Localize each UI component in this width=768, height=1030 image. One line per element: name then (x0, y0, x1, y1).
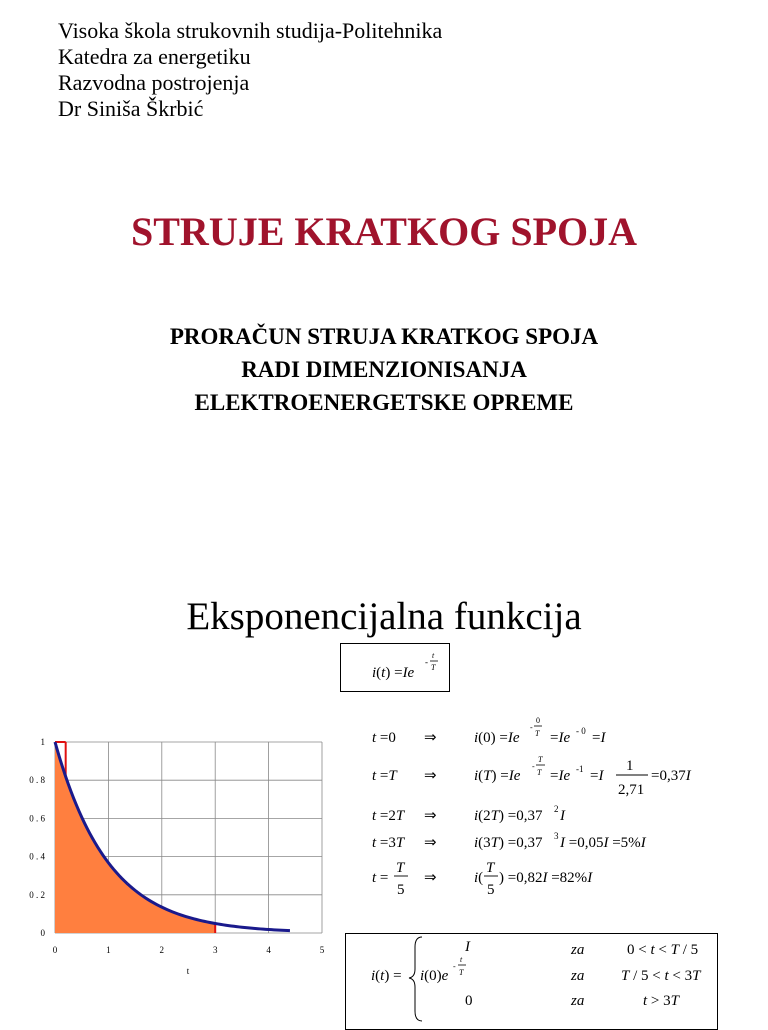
formula-list (368, 712, 708, 907)
svg-text:2,71: 2,71 (618, 782, 645, 798)
svg-text:t =T: t =T (372, 768, 397, 784)
main-formula (340, 643, 450, 693)
svg-text:t =3T: t =3T (372, 835, 405, 851)
svg-text:t =0: t =0 (372, 730, 396, 746)
svg-text:T: T (537, 768, 542, 777)
svg-text:0: 0 (465, 993, 473, 1009)
svg-text:za: za (571, 968, 585, 984)
y-tick-label: 0 . 6 (29, 813, 45, 824)
svg-text:5: 5 (397, 882, 405, 898)
x-tick-label: 1 (106, 945, 111, 955)
svg-text:5: 5 (487, 882, 495, 898)
header-line-school: Visoka škola strukovnih studija-Politehnika (58, 18, 443, 43)
svg-text:⇒: ⇒ (424, 730, 437, 746)
y-tick-label: 0 . 4 (29, 851, 45, 862)
y-tick-label: 0 . 2 (29, 889, 45, 900)
svg-text:- 0: - 0 (576, 726, 586, 736)
svg-text:-: - (425, 657, 428, 667)
x-tick-label: 2 (159, 945, 165, 955)
svg-text:=0,37I: =0,37I (651, 768, 691, 784)
y-tick-label: 0 (40, 928, 45, 938)
svg-text:=I: =I (590, 768, 604, 784)
x-tick-label: 3 (212, 945, 218, 955)
svg-text:za: za (571, 942, 585, 958)
svg-text:) =0,82I =82%I: ) =0,82I =82%I (499, 870, 593, 886)
svg-text:=Ie: =Ie (550, 768, 571, 784)
svg-text:=Ie: =Ie (550, 730, 571, 746)
x-tick-label: 5 (319, 945, 325, 955)
svg-text:t: t (460, 955, 463, 964)
svg-text:⇒: ⇒ (424, 835, 437, 851)
svg-text:=I: =I (592, 730, 606, 746)
svg-text:za: za (571, 993, 585, 1009)
svg-text:1: 1 (626, 758, 634, 774)
document-subtitle (0, 320, 768, 419)
subtitle-line-3: ELEKTROENERGETSKE OPREME (194, 390, 574, 415)
svg-text:i(t) =: i(t) = (371, 968, 402, 984)
shaded-area (55, 742, 215, 933)
svg-text:-: - (530, 723, 533, 732)
x-tick-label: 4 (266, 945, 271, 955)
y-tick-label: 1 (40, 737, 45, 747)
exponential-chart (20, 728, 340, 978)
svg-text:T: T (538, 755, 543, 764)
header-line-department: Katedra za energetiku (58, 44, 251, 69)
svg-text:⇒: ⇒ (424, 870, 437, 886)
svg-text:T: T (535, 729, 540, 738)
svg-text:I =0,05I =5%I: I =0,05I =5%I (560, 835, 646, 851)
svg-text:T: T (431, 663, 436, 672)
header-line-author: Dr Siniša Škrbić (58, 96, 204, 121)
svg-text:i(0)e: i(0)e (420, 968, 449, 984)
svg-text:t: t (432, 651, 435, 660)
svg-text:t > 3T: t > 3T (643, 993, 679, 1009)
x-tick-label: 0 (52, 945, 58, 955)
subtitle-line-1: PRORAČUN STRUJA KRATKOG SPOJA (169, 324, 599, 349)
svg-text:T: T (396, 860, 405, 876)
subtitle-line-2: RADI DIMENZIONISANJA (241, 357, 527, 382)
svg-text:t =2T: t =2T (372, 808, 405, 824)
piecewise-formula (345, 933, 717, 1024)
svg-text:⇒: ⇒ (424, 768, 437, 784)
document-title: STRUJE KRATKOG SPOJA (131, 209, 637, 254)
svg-text:0: 0 (536, 716, 540, 725)
svg-text:-: - (453, 962, 456, 971)
header-line-course: Razvodna postrojenja (58, 70, 250, 95)
svg-text:I: I (560, 808, 565, 824)
svg-text:T: T (486, 860, 495, 876)
svg-text:i(: i( (474, 870, 484, 886)
svg-text:i(2T) =0,37: i(2T) =0,37 (474, 808, 543, 824)
institution-header (58, 18, 442, 122)
svg-text:i(T) =Ie: i(T) =Ie (474, 768, 521, 784)
svg-text:i(t) =Ie: i(t) =Ie (372, 665, 415, 681)
svg-text:i(3T) =0,37: i(3T) =0,37 (474, 835, 543, 851)
svg-text:i(0) =Ie: i(0) =Ie (474, 730, 520, 746)
y-tick-label: 0 . 8 (29, 775, 45, 786)
svg-text:-1: -1 (576, 764, 584, 774)
svg-text:0 < t < T / 5: 0 < t < T / 5 (627, 942, 699, 958)
svg-text:2: 2 (554, 804, 559, 814)
x-axis-label: t (186, 966, 190, 976)
svg-text:t =: t = (372, 870, 389, 886)
svg-text:-: - (532, 762, 535, 771)
svg-text:⇒: ⇒ (424, 808, 437, 824)
svg-text:T / 5 < t < 3T: T / 5 < t < 3T (621, 968, 701, 984)
section-title: Eksponencijalna funkcija (186, 595, 582, 638)
svg-text:T: T (459, 968, 464, 977)
svg-text:I: I (465, 939, 470, 955)
svg-text:3: 3 (554, 831, 559, 841)
